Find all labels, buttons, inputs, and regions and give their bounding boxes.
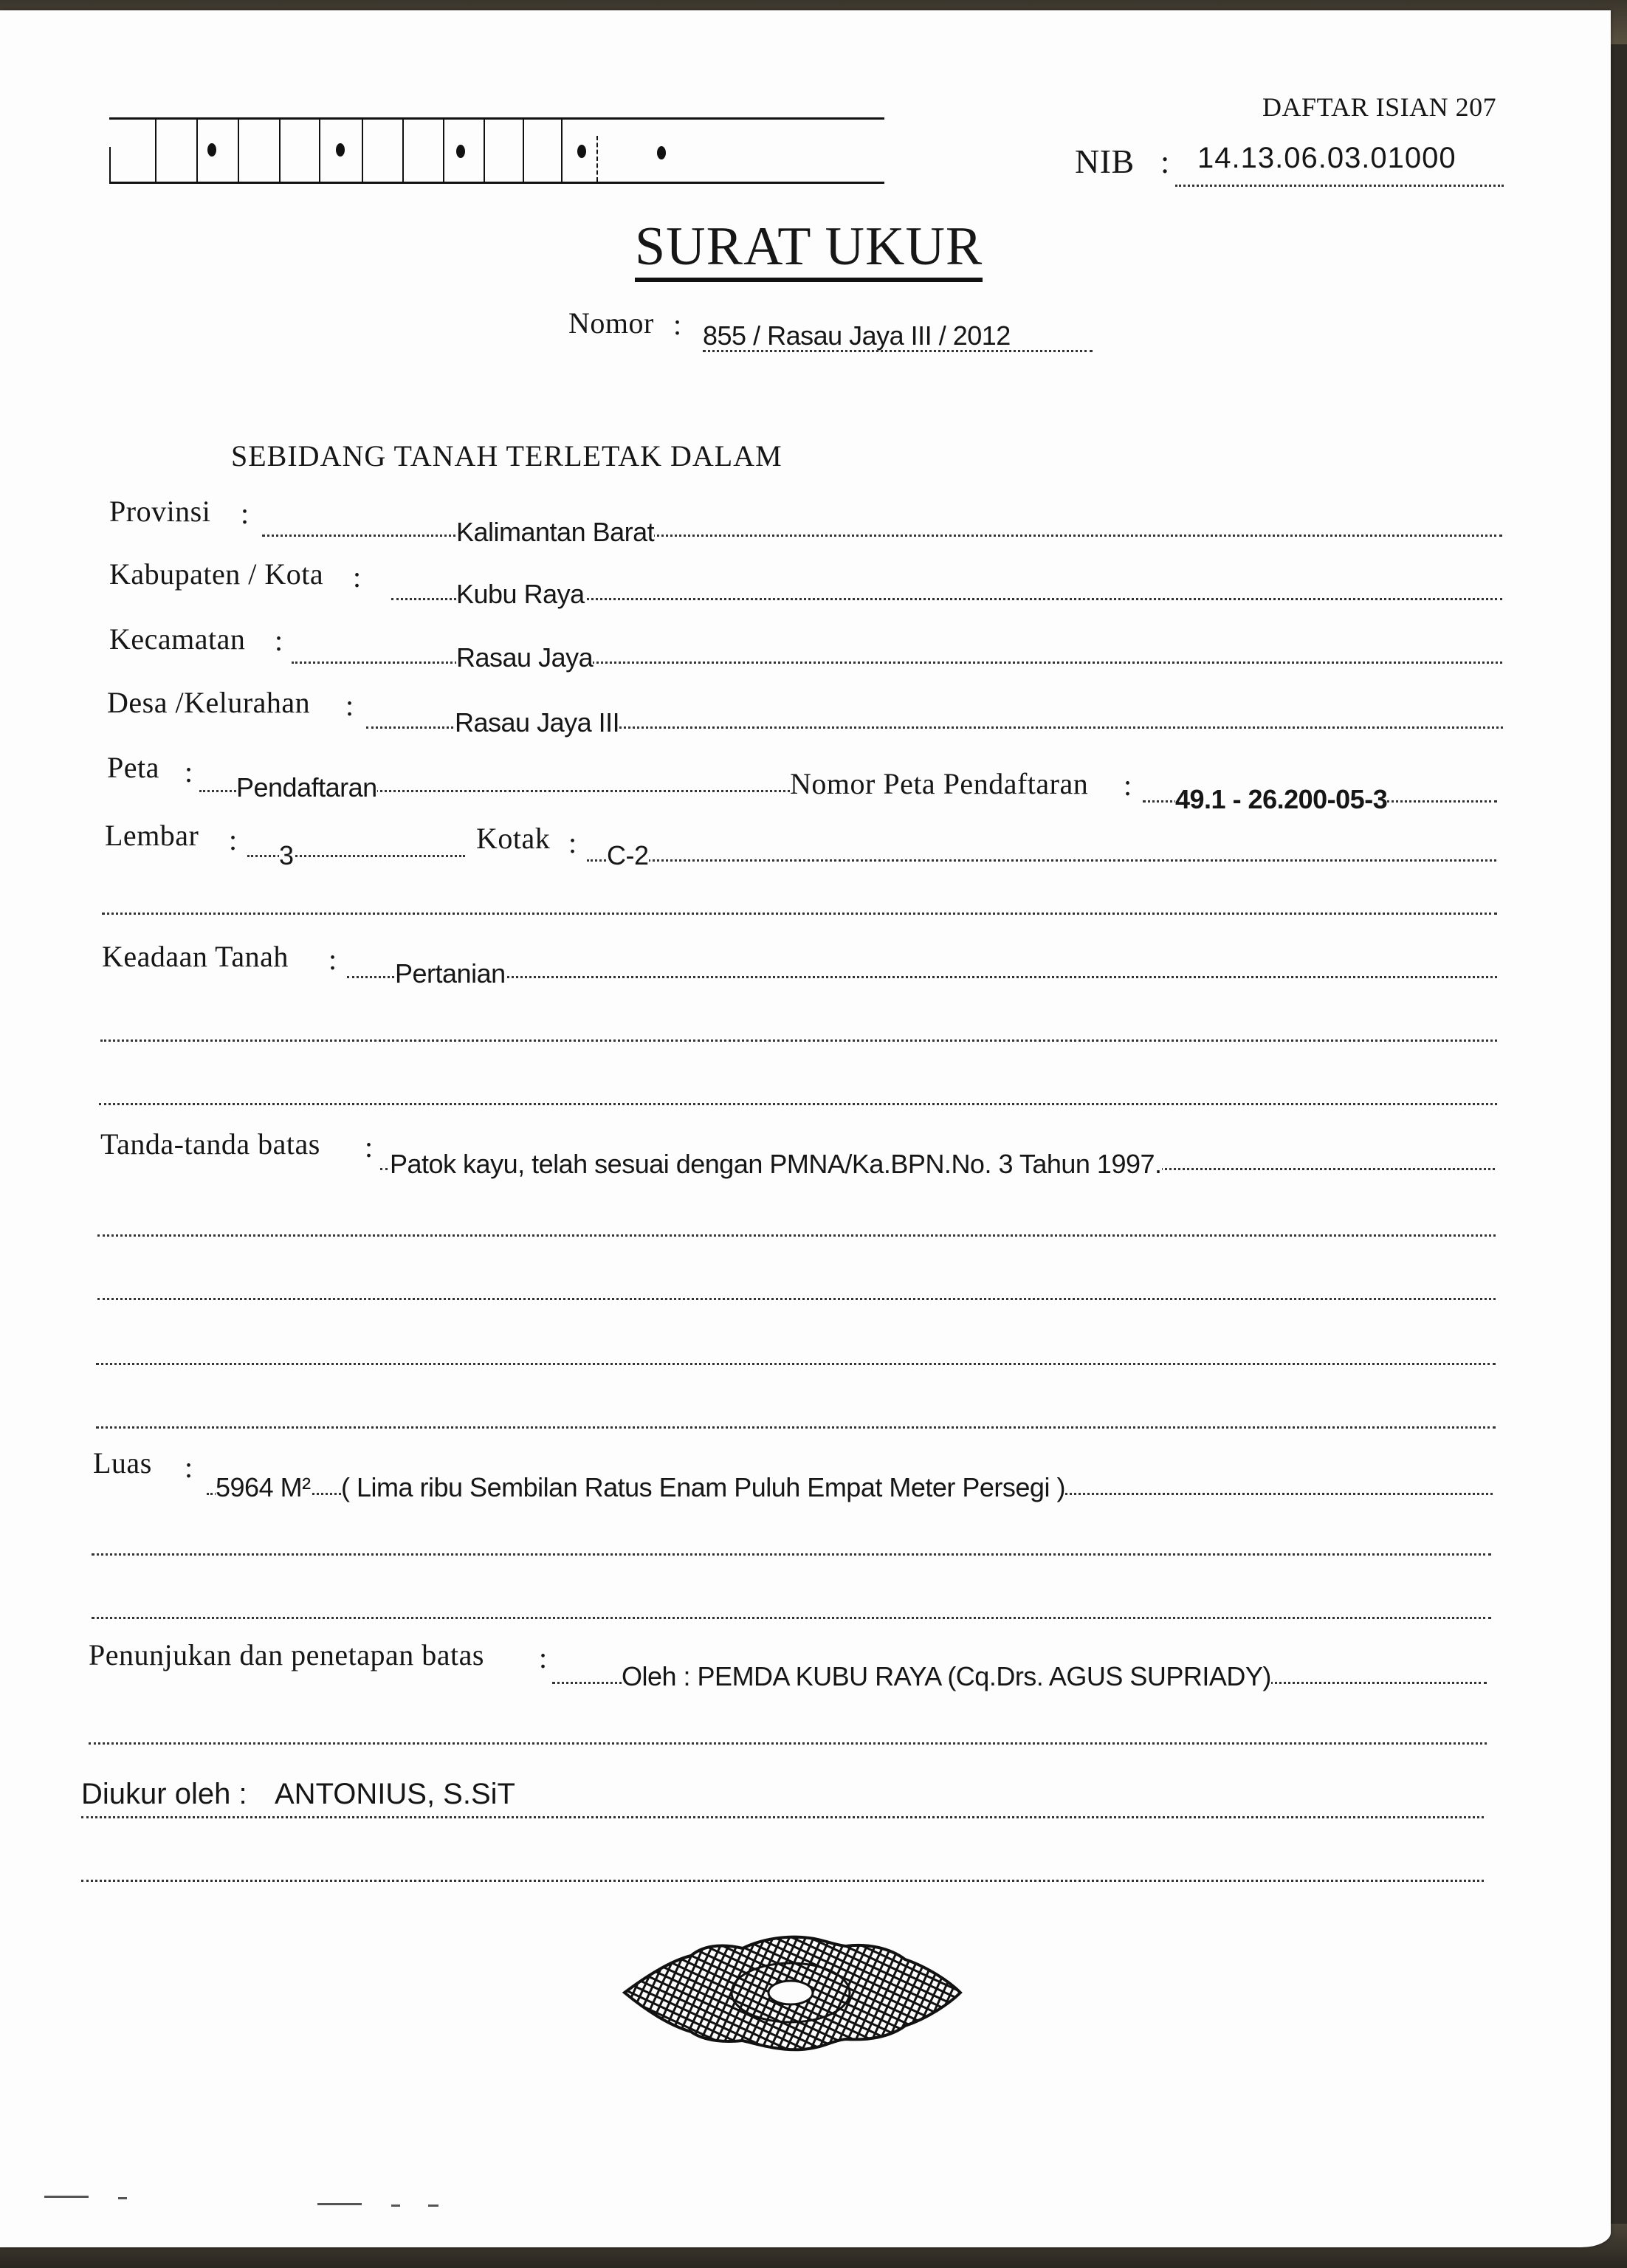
penunjukan-colon: : bbox=[539, 1641, 548, 1674]
blank-line bbox=[97, 1298, 1496, 1300]
blank-line bbox=[81, 1880, 1484, 1882]
keadaan-tanah-line bbox=[347, 976, 1497, 978]
nib-value: 14.13.06.03.01000 bbox=[1197, 142, 1456, 174]
provinsi-label: Provinsi bbox=[109, 495, 211, 528]
tanda-batas-colon: : bbox=[365, 1130, 374, 1164]
kecamatan-label: Kecamatan bbox=[109, 622, 246, 656]
luas-value: 5964 M² bbox=[216, 1472, 311, 1502]
nomor-label: Nomor bbox=[568, 306, 654, 340]
mark bbox=[317, 2203, 362, 2205]
strip-hole bbox=[577, 145, 586, 158]
blank-line bbox=[92, 1617, 1491, 1619]
mark bbox=[391, 2205, 400, 2207]
provinsi-value: Kalimantan Barat bbox=[456, 517, 655, 547]
diukur-label: Diukur oleh : bbox=[81, 1778, 247, 1810]
luas-words: ( Lima ribu Sembilan Ratus Enam Puluh Empat Meter Persegi ) bbox=[341, 1472, 1065, 1502]
nomor-value: 855 / Rasau Jaya III / 2012 bbox=[703, 320, 1011, 351]
kabupaten-colon: : bbox=[353, 560, 362, 594]
nib-label: NIB bbox=[1075, 142, 1135, 180]
strip-divider bbox=[196, 117, 198, 182]
document-title: SURAT UKUR bbox=[635, 216, 983, 282]
diukur-line bbox=[81, 1816, 1484, 1818]
strip-edge bbox=[109, 147, 111, 182]
peta-colon: : bbox=[185, 755, 193, 788]
kotak-line bbox=[587, 859, 1496, 862]
lembar-label: Lembar bbox=[105, 819, 199, 852]
mark bbox=[118, 2197, 127, 2199]
kotak-value: C-2 bbox=[607, 840, 649, 870]
desa-value: Rasau Jaya III bbox=[455, 707, 620, 738]
nomor-underline bbox=[703, 350, 1093, 352]
guilloche-seal-icon bbox=[610, 1930, 971, 2055]
desa-colon: : bbox=[345, 689, 354, 722]
strip-divider bbox=[402, 117, 404, 182]
peta-value: Pendaftaran bbox=[236, 772, 377, 803]
strip-divider bbox=[319, 117, 320, 182]
strip-hole bbox=[336, 143, 345, 157]
keadaan-tanah-colon: : bbox=[329, 943, 337, 976]
strip-divider bbox=[279, 117, 281, 182]
strip-divider bbox=[596, 136, 598, 182]
luas-label: Luas bbox=[93, 1446, 152, 1480]
kabupaten-label: Kabupaten / Kota bbox=[109, 557, 324, 591]
nomor-peta-value: 49.1 - 26.200-05-3 bbox=[1175, 784, 1388, 814]
strip-hole bbox=[456, 145, 465, 158]
desa-label: Desa /Kelurahan bbox=[107, 686, 311, 719]
strip-hole bbox=[207, 143, 216, 157]
lembar-value: 3 bbox=[279, 840, 294, 870]
kabupaten-value: Kubu Raya bbox=[456, 579, 585, 609]
keadaan-tanah-label: Keadaan Tanah bbox=[102, 940, 289, 973]
provinsi-line bbox=[262, 535, 1502, 537]
blank-line bbox=[102, 913, 1497, 915]
tanda-batas-value: Patok kayu, telah sesuai dengan PMNA/Ka.BPN.No. 3 Tahun 1997. bbox=[390, 1149, 1162, 1179]
blank-line bbox=[100, 1040, 1497, 1042]
mark bbox=[44, 2196, 89, 2198]
strip-hole bbox=[657, 146, 666, 159]
blank-line bbox=[92, 1553, 1491, 1556]
lembar-colon: : bbox=[229, 823, 238, 856]
strip-top-line bbox=[109, 117, 884, 120]
section-heading: SEBIDANG TANAH TERLETAK DALAM bbox=[231, 439, 782, 472]
strip-divider bbox=[523, 117, 524, 182]
strip-divider bbox=[484, 117, 485, 182]
strip-divider bbox=[561, 117, 563, 182]
blank-line bbox=[89, 1742, 1487, 1745]
kotak-label: Kotak bbox=[476, 822, 551, 855]
keadaan-tanah-value: Pertanian bbox=[395, 958, 506, 989]
tanda-batas-label: Tanda-tanda batas bbox=[100, 1127, 320, 1161]
strip-bottom-line bbox=[109, 182, 884, 184]
kecamatan-value: Rasau Jaya bbox=[456, 642, 594, 673]
strip-divider bbox=[155, 117, 156, 182]
form-code: DAFTAR ISIAN 207 bbox=[1262, 92, 1497, 122]
kotak-colon: : bbox=[568, 826, 577, 859]
luas-colon: : bbox=[185, 1451, 193, 1484]
penunjukan-value: Oleh : PEMDA KUBU RAYA (Cq.Drs. AGUS SUPRIADY) bbox=[622, 1661, 1271, 1691]
nomor-peta-colon: : bbox=[1124, 769, 1132, 802]
nomor-peta-label: Nomor Peta Pendaftaran bbox=[790, 767, 1089, 800]
penunjukan-label: Penunjukan dan penetapan batas bbox=[89, 1638, 484, 1671]
nib-underline bbox=[1175, 185, 1504, 187]
document-page bbox=[0, 10, 1611, 2247]
nib-colon: : bbox=[1160, 144, 1170, 180]
strip-divider bbox=[443, 117, 444, 182]
diukur-value: ANTONIUS, S.SiT bbox=[275, 1778, 515, 1810]
provinsi-colon: : bbox=[241, 497, 250, 530]
kecamatan-colon: : bbox=[275, 624, 283, 657]
blank-line bbox=[96, 1363, 1496, 1365]
mark bbox=[428, 2205, 438, 2207]
strip-divider bbox=[362, 117, 363, 182]
peta-label: Peta bbox=[107, 751, 159, 784]
blank-line bbox=[96, 1426, 1496, 1429]
blank-line bbox=[97, 1234, 1496, 1237]
strip-divider bbox=[238, 117, 239, 182]
blank-line bbox=[99, 1103, 1497, 1105]
nomor-colon: : bbox=[673, 308, 682, 341]
